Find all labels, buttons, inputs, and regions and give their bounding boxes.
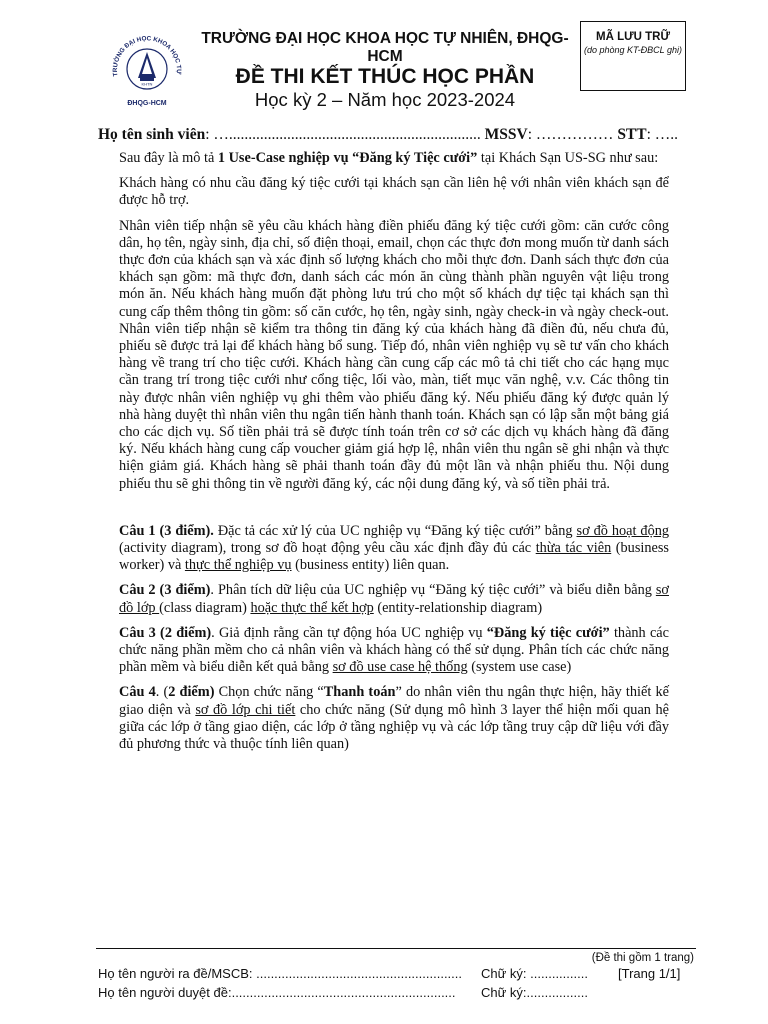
exam-header (190, 30, 580, 112)
use-case-description: Nhân viên tiếp nhận sẽ yêu cầu khách hàng điền phiếu đăng ký tiệc cưới gồm: căn cước công dân, họ tên, ngày sinh, địa chỉ, số điện thoại, email, chọn các thực đơn mong muốn từ danh sách thực đơn của khách sạn và xác định số lượng khách cho mỗi thực đơn. Danh sách thực đơn của khách sạn gồm: mã thực đơn, danh sách các món ăn cùng thành phần nguyên vật liệu trong món ăn. Nếu khách hàng muốn đặt phòng lưu trú cho một số khách dự tiệc tại khách sạn thì cung cấp thêm thông tin gồm: số căn cước, họ tên, ngày sinh, ngày check-in và ngày check-out. Nhân viên tiếp nhận sẽ kiểm tra thông tin đăng ký của khách hàng đã điền đủ, nếu chưa đủ, phiếu sẽ được trả lại để khách hàng bổ sung. Tiếp đó, nhân viên nghiệp vụ sẽ tư vấn cho khách hàng về trang trí cho tiệc cưới. Khách hàng cần cung cấp các mô tả chi tiết cho các hạng mục cần trang trí trong tiệc cưới như cổng tiệc, lối vào, màn, tiết mục văn nghệ, v.v. Các thông tin này được nhân viên nghiệp vụ ghi thêm vào phiếu đăng ký. Nếu phiếu đăng ký được quản lý nhà hàng duyệt thì nhân viên thu ngân tiến hành thanh toán. Khách sạn có lập sẵn một bảng giá cho các dịch vụ. Số tiền phải trả sẽ được tính toán trên cơ sở các dịch vụ khách hàng đã đăng ký. Nếu khách hàng cung cấp voucher giảm giá hợp lệ, nhân viên thu ngân sẽ ghi nhận và thực hiện giảm giá. Khách hàng sẽ phải thanh toán đầy đủ một lần và nhận phiếu thu. Nội dung phiếu thu sẽ ghi thông tin về người đăng ký, các nội dung đăng ký, và số tiền phải trả. (119, 217, 669, 492)
name-fill: : …................................................................. (205, 126, 481, 143)
name-label: Họ tên sinh viên (98, 126, 206, 143)
logo-inner-text: KHTN (141, 81, 153, 87)
question-text: (entity-relationship diagram) (373, 599, 543, 616)
mssv-label: MSSV (484, 126, 528, 143)
question-4 (119, 684, 669, 753)
question-2 (119, 582, 669, 616)
question-label: Câu 3 (2 điểm) (119, 624, 212, 641)
question-keyword: Thanh toán (323, 684, 396, 701)
question-text: . Giả định rằng cần tự động hóa UC nghiệp vụ (211, 624, 487, 641)
question-text: Chọn chức năng “ (214, 684, 324, 701)
archive-title: MÃ LƯU TRỮ (595, 31, 670, 43)
page-count-note: (Đề thi gồm 1 trang) (591, 952, 694, 964)
stt-label: STT (617, 126, 647, 143)
author-signature: Chữ ký: ................ (481, 966, 588, 981)
author-field: Họ tên người ra đề/MSCB: ......................................................... (98, 966, 462, 981)
university-logo (104, 26, 190, 112)
exam-title: ĐỀ THI KẾT THÚC HỌC PHẦN (235, 65, 535, 88)
question-text: . Phân tích dữ liệu của UC nghiệp vụ “Đăng ký tiệc cưới” và biểu diễn bằng (210, 582, 656, 599)
reviewer-line (98, 985, 698, 1000)
stt-fill: : ….. (646, 126, 679, 143)
question-text: ” do nhân viên thu ngân thực hiện, hãy thiết kế giao diện và (119, 684, 669, 718)
question-keyword: “Đăng ký tiệc cưới” (486, 624, 610, 641)
question-keyword: hoặc thực thể kết hợp (250, 599, 374, 616)
intro-text: tại Khách Sạn US-SG như sau: (477, 150, 659, 166)
question-label: Câu 1 (3 điểm). (119, 522, 214, 539)
intro-paragraph-1 (119, 150, 669, 167)
footer-divider (96, 948, 696, 949)
student-info-line (98, 126, 698, 144)
exam-body (119, 150, 669, 761)
question-keyword: sơ đồ lớp (119, 582, 669, 616)
reviewer-signature: Chữ ký:................. (481, 985, 588, 1000)
question-text: (business entity) liên quan. (291, 557, 450, 574)
use-case-title: 1 Use-Case nghiệp vụ “Đăng ký Tiệc cưới” (217, 150, 478, 166)
archive-code-box (580, 21, 686, 91)
page-number: [Trang 1/1] (618, 966, 681, 981)
archive-note: (do phòng KT-ĐBCL ghi) (583, 45, 683, 55)
question-text: cho chức năng (Sử dụng mô hình 3 layer thể hiện mối quan hệ giữa các lớp ở tầng giao diện, các lớp ở tầng nghiệp vụ và các lớp tầng truy cập dữ liệu với đầy đủ phương thức và thuộc tính liên quan) (119, 701, 669, 753)
question-label: Câu 2 (3 điểm) (119, 582, 211, 599)
semester: Học kỳ 2 – Năm học 2023-2024 (254, 89, 516, 110)
question-1 (119, 523, 669, 575)
author-line (98, 966, 698, 981)
university-name: TRƯỜNG ĐẠI HỌC KHOA HỌC TỰ NHIÊN, ĐHQG-HCM (201, 30, 569, 65)
question-keyword: sơ đồ use case hệ thống (332, 659, 468, 676)
intro-text: Sau đây là mô tả (119, 150, 218, 166)
question-text: (system use case) (467, 659, 572, 676)
intro-paragraph-2: Khách hàng có nhu cầu đăng ký tiệc cưới tại khách sạn cần liên hệ với nhân viên khách sạn để được hỗ trợ. (119, 175, 669, 209)
question-3 (119, 625, 669, 677)
reviewer-field: Họ tên người duyệt đề:.............................................................. (98, 985, 456, 1000)
question-text: (class diagram) (159, 599, 251, 616)
question-text: thành các chức năng phần mềm cho cả nhân viên và khách hàng có thể sử dụng. Phân tích các chức năng phần mềm và biểu diễn kết quả bằng (119, 624, 669, 676)
question-keyword: thực thể nghiệp vụ (184, 557, 292, 574)
question-text: (business worker) và (119, 540, 669, 574)
question-text: (activity diagram), trong sơ đồ hoạt động yêu cầu xác định đầy đủ các (119, 540, 536, 557)
question-keyword: sơ đồ lớp chi tiết (195, 701, 296, 718)
logo-label: ĐHQG-HCM (127, 100, 167, 107)
question-text: . ( (155, 684, 169, 701)
question-points: 2 điểm) (168, 684, 215, 701)
question-keyword: thừa tác viên (535, 540, 612, 557)
question-text: Đặc tả các xử lý của UC nghiệp vụ “Đăng ký tiệc cưới” bằng (213, 522, 577, 539)
questions (119, 523, 669, 753)
question-keyword: sơ đồ hoạt động (576, 522, 670, 539)
question-label: Câu 4 (119, 684, 156, 701)
logo-ring-text: TRƯỜNG ĐẠI HỌC KHOA HỌC TỰ (111, 35, 183, 77)
mssv-fill: : …………… (527, 126, 614, 143)
